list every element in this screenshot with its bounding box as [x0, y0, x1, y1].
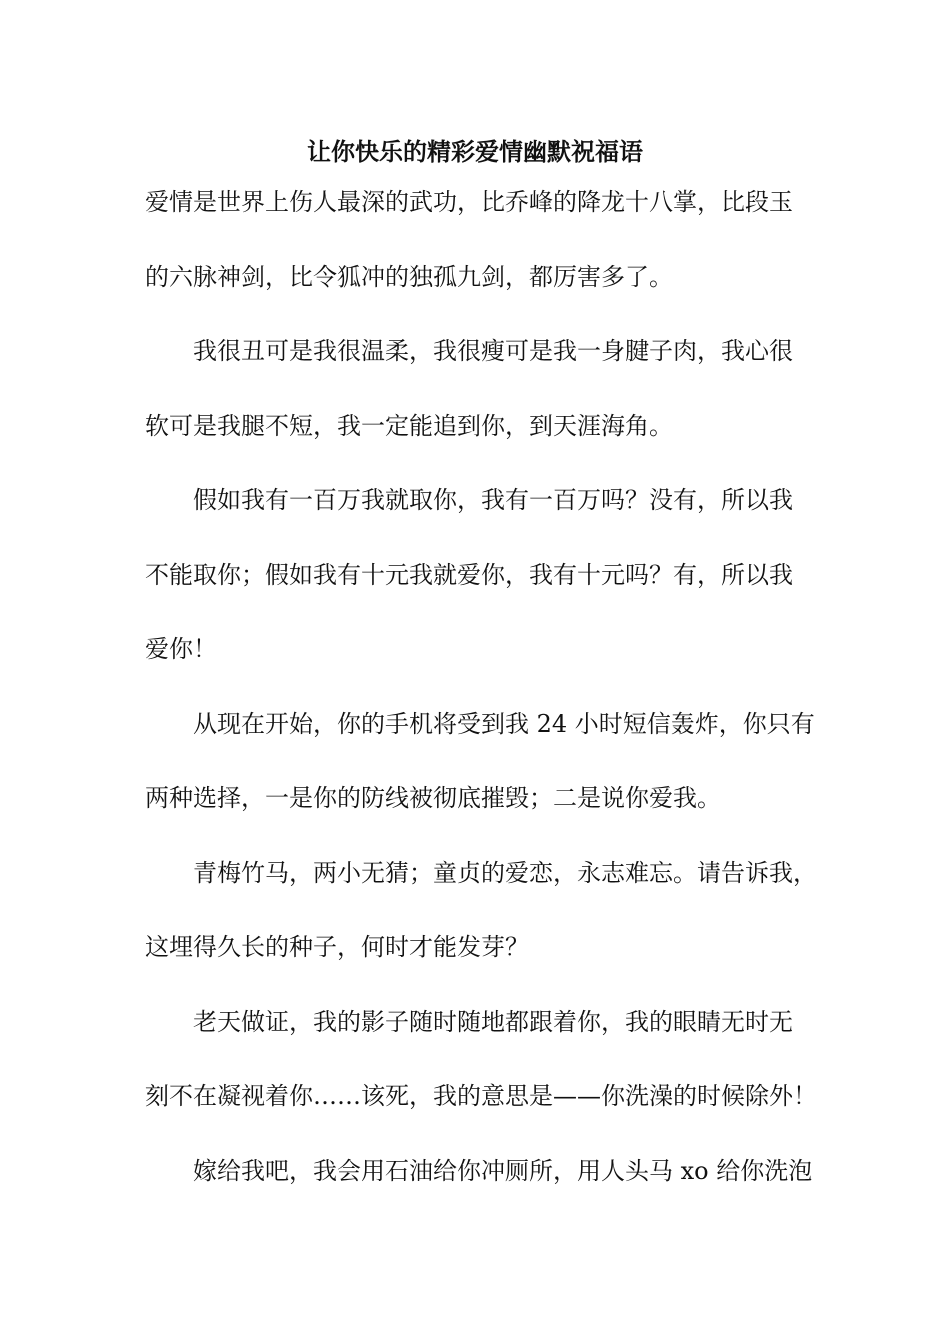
paragraph-4-line-1: 从现在开始，你的手机将受到我 24 小时短信轰炸，你只有	[193, 710, 815, 738]
paragraph-6-line-1: 老天做证，我的影子随时随地都跟着你，我的眼睛无时无	[193, 1008, 793, 1036]
paragraph-7-line-1: 嫁给我吧，我会用石油给你冲厕所，用人头马 xo 给你洗泡	[193, 1157, 813, 1185]
paragraph-1-line-1: 爱情是世界上伤人最深的武功，比乔峰的降龙十八掌，比段玉	[145, 188, 793, 216]
paragraph-1-line-2: 的六脉神剑，比令狐冲的独孤九剑，都厉害多了。	[145, 263, 673, 291]
paragraph-2-line-2: 软可是我腿不短，我一定能追到你，到天涯海角。	[145, 412, 673, 440]
paragraph-3-line-2: 不能取你；假如我有十元我就爱你，我有十元吗？有，所以我	[145, 561, 793, 589]
paragraph-5-line-2: 这埋得久长的种子，何时才能发芽？	[145, 933, 529, 961]
paragraph-2-line-1: 我很丑可是我很温柔，我很瘦可是我一身腱子肉，我心很	[193, 337, 793, 365]
document-title: 让你快乐的精彩爱情幽默祝福语	[307, 138, 643, 166]
paragraph-3-line-3: 爱你！	[145, 635, 217, 663]
paragraph-4-line-2: 两种选择，一是你的防线被彻底摧毁；二是说你爱我。	[145, 784, 721, 812]
paragraph-3-line-1: 假如我有一百万我就取你，我有一百万吗？没有，所以我	[193, 486, 793, 514]
paragraph-5-line-1: 青梅竹马，两小无猜；童贞的爱恋，永志难忘。请告诉我，	[193, 859, 817, 887]
paragraph-6-line-2: 刻不在凝视着你……该死，我的意思是——你洗澡的时候除外！	[145, 1082, 817, 1110]
